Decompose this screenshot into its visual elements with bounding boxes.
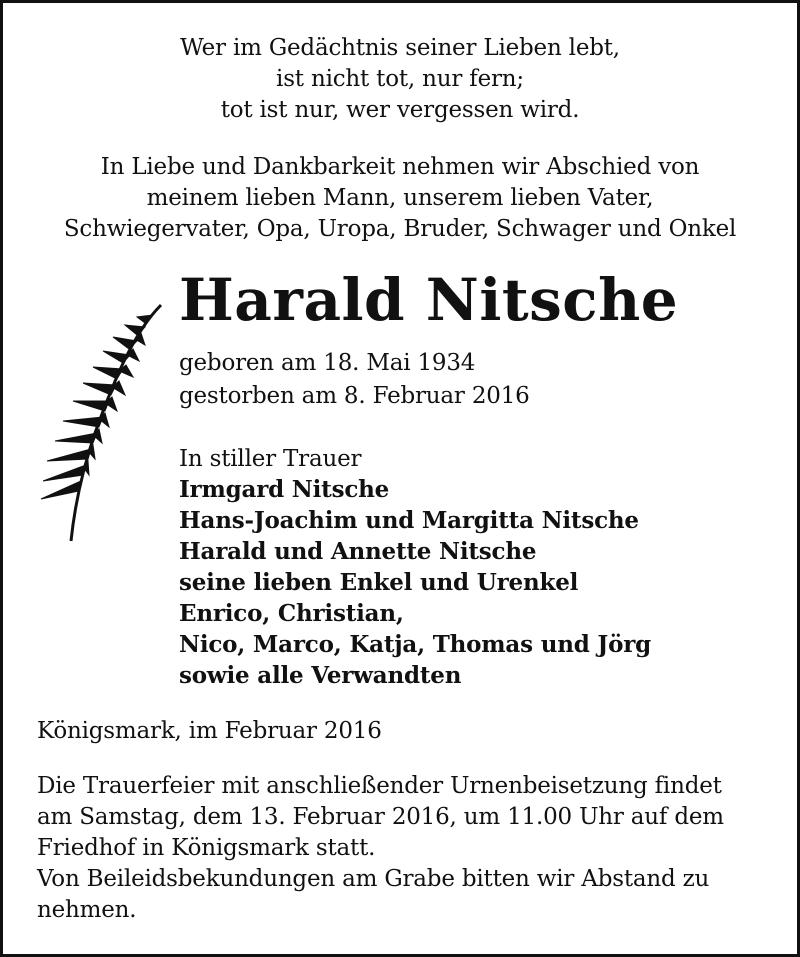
mourner-line: sowie alle Verwandten [179, 662, 462, 689]
motto-line: tot ist nur, wer vergessen wird. [220, 97, 580, 123]
motto-line: ist nicht tot, nur fern; [276, 66, 524, 92]
mourner-line: Hans-Joachim und Margitta Nitsche [179, 507, 639, 534]
mourner-line: Nico, Marco, Katja, Thomas und Jörg [179, 631, 652, 658]
place-date: Königsmark, im Februar 2016 [37, 718, 382, 744]
deceased-name: Harald Nitsche [179, 266, 679, 334]
intro-line: In Liebe und Dankbarkeit nehmen wir Abschied von [100, 154, 700, 180]
palm-frond-icon [33, 303, 163, 543]
funeral-info-line: Friedhof in Königsmark statt. [37, 835, 376, 861]
mourning-intro: In stiller Trauer [179, 446, 362, 472]
birth-date: geboren am 18. Mai 1934 [179, 350, 476, 376]
mourner-line: Irmgard Nitsche [179, 476, 390, 503]
intro-line: meinem lieben Mann, unserem lieben Vater, [146, 185, 654, 211]
funeral-info-line: nehmen. [37, 897, 137, 923]
mourner-line: Harald und Annette Nitsche [179, 538, 537, 565]
mourner-line: seine lieben Enkel und Urenkel [179, 569, 579, 596]
death-date: gestorben am 8. Februar 2016 [179, 383, 530, 409]
intro-line: Schwiegervater, Opa, Uropa, Bruder, Schwager und Onkel [63, 216, 737, 242]
funeral-info-line: Von Beileidsbekundungen am Grabe bitten wir Abstand zu [37, 866, 710, 892]
funeral-info-line: am Samstag, dem 13. Februar 2016, um 11.00 Uhr auf dem [37, 804, 724, 830]
motto-line: Wer im Gedächtnis seiner Lieben lebt, [180, 35, 620, 61]
funeral-info-line: Die Trauerfeier mit anschließender Urnenbeisetzung findet [37, 773, 722, 799]
mourner-line: Enrico, Christian, [179, 600, 404, 627]
